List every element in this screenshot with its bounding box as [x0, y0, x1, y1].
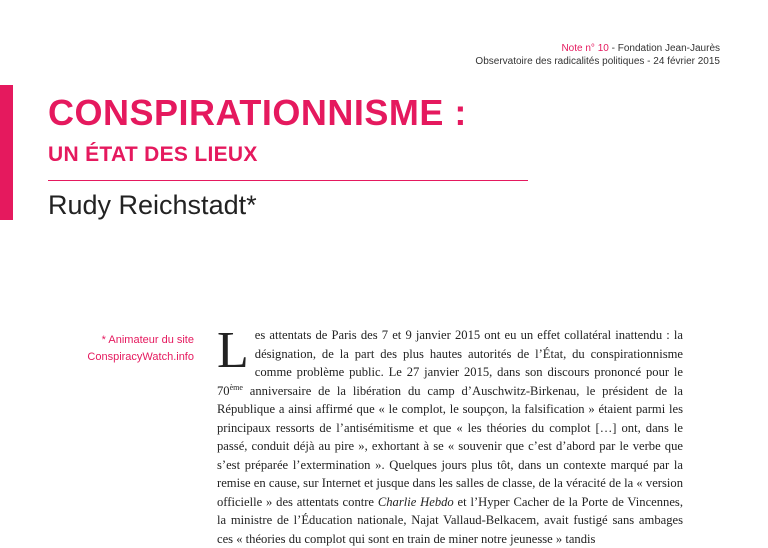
accent-bar: [0, 85, 13, 220]
body-text-1: es attentats de Paris des 7 et 9 janvier 2015 ont eu un effet collatéral inattendu : la désignation, de la part des plus hautes autorités de l’État, du conspirationnisme comme problème public. Le 27 janvier 2015, dans son discours prononcé pour le 70: [217, 328, 683, 398]
ordinal-suffix: ème: [229, 382, 243, 392]
page-title: CONSPIRATIONNISME :: [48, 92, 467, 133]
body-paragraph: [217, 322, 683, 548]
author-name: Rudy Reichstadt*: [48, 190, 257, 220]
body-text-3: et l’Hyper Cacher de la Porte de Vincennes, la ministre de l’Éducation nationale, Najat Vallaud-Belkacem, avait fustigé sans ambages ces « théories du complot qui sont en train de miner notre jeunesse » tandis: [217, 494, 683, 546]
body-text-2: anniversaire de la libération du camp d’Auschwitz-Birkenau, le président de la République a ainsi affirmé que « le complot, le soupçon, la falsification » étaient parmi les principaux ressorts de l’antisémitisme et que « les théories du complot […] ont, dans le passé, conduit déjà au pire », exhortant à se « souvenir que c’est d’abord par le verbe que s’est préparée l’extermination ». Quelques jours plus tôt, dans un contexte marqué par la remise en cause, sur Internet et jusque dans les salles de classe, de la véracité de la « version officielle » des attentats contre: [217, 383, 683, 509]
publication-name: Charlie Hebdo: [377, 494, 454, 509]
page-subtitle: UN ÉTAT DES LIEUX: [48, 143, 258, 166]
title-divider: [48, 180, 528, 181]
footnote-line-2: ConspiracyWatch.info: [87, 351, 194, 363]
header-line-1: [475, 42, 720, 55]
series-line: Observatoire des radicalités politiques - 24 février 2015: [475, 56, 720, 67]
author-footnote: [34, 332, 194, 366]
publisher: - Fondation Jean-Jaurès: [608, 43, 720, 54]
footnote-line-1: * Animateur du site: [101, 334, 194, 346]
note-number: Note n° 10: [561, 43, 609, 54]
header-meta: [475, 42, 720, 68]
drop-cap: L: [217, 322, 249, 379]
